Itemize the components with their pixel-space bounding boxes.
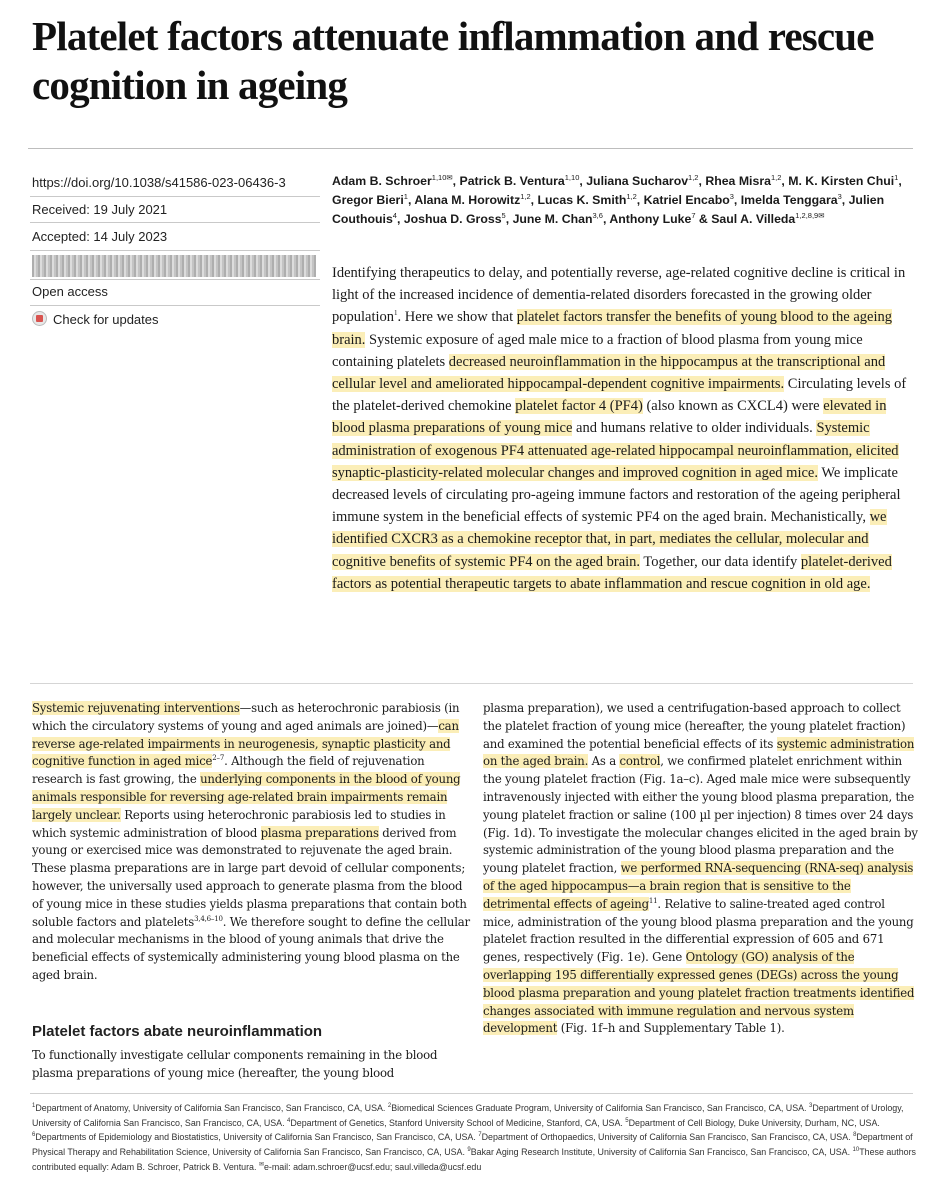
body-column-left [32, 700, 472, 985]
highlighted-text: platelet-derived factors as potential therapeutic targets to abate inflammation and rescue cognition in old age. [332, 553, 892, 592]
author[interactable] [538, 193, 637, 207]
citation-superscript: 2 [387, 1103, 392, 1110]
author[interactable] [644, 193, 734, 207]
text-run: Together, our data identify [640, 553, 801, 570]
text-run: Systemic exposure of aged male mice to a fraction of blood plasma from young mice containing platelets [332, 331, 863, 370]
text-run: Department of Physical Therapy and Rehabilitation Science, University of California San Francisco, San Francisco, CA, USA. [32, 1132, 913, 1158]
author[interactable] [609, 212, 695, 226]
author-affiliation: 4 [392, 210, 397, 220]
text-run: Reports using heterochronic parabiosis led to studies in which systemic administration of blood [32, 807, 446, 840]
author-affiliation: 1,2 [626, 191, 637, 201]
meta-divider [30, 279, 320, 280]
author[interactable] [788, 174, 898, 188]
citation-superscript: 8 [853, 1132, 857, 1139]
author[interactable] [404, 212, 506, 226]
text-run: These authors contributed equally: Adam B. Schroer, Patrick B. Ventura. [32, 1147, 916, 1172]
text-run: (Fig. 1f–h and Supplementary Table 1). [557, 1021, 785, 1036]
text-run: Department of Cell Biology, Duke University, Durham, NC, USA. [628, 1117, 880, 1128]
highlighted-text: we performed RNA-sequencing (RNA-seq) analysis of the aged hippocampus—a brain region that is sensitive to the detrimental effects of ageing [483, 861, 914, 911]
meta-divider [30, 250, 320, 251]
check-updates-button[interactable] [32, 311, 159, 327]
highlighted-text: can reverse age-related impairments in neurogenesis, synaptic plasticity and cognitive function in aged mice [32, 718, 459, 769]
highlighted-text: Systemic administration of exogenous PF4 attenuated age-related hippocampal neuroinflammation, elicited synaptic-plasticity-related molecular changes and improved cognition in aged mice. [332, 420, 899, 481]
text-run: Biomedical Sciences Graduate Program, University of California San Francisco, San Francisco, CA, USA. [391, 1103, 809, 1113]
abstract-divider [30, 683, 913, 684]
text-run: Department of Anatomy, University of California San Francisco, San Francisco, CA, USA. [35, 1103, 388, 1113]
text-run: . We therefore sought to define the cellular and molecular mechanisms in the blood of young animals that drive the beneficial effects of systemically administering young blood plasma on the aged brain. [32, 914, 470, 982]
author-list: Adam B. Schroer$^{1,10✉}$, Patrick B. Ventura$^{1,10}$, Juliana Sucharov$^{1,2}$, Rhea Misra$^{1,2}$, M. K. Kirsten Chui$^1$, Gregor Bieri$^1$, Alana M. Horowitz$^{1,2}$, Lucas K. Smith$^{1,2}$, Katriel Encabo$^3$, Imelda Tenggara$^3$, Julien Couthouis$^4$, Joshua D. Gross$^5$, June M. Chan$^{3,6}$, Anthony Luke$^7$ & Saul A. Villeda$^{1,2,8,9✉}$ [332, 172, 902, 226]
author[interactable] [586, 174, 698, 188]
meta-divider [30, 305, 320, 306]
author-name: Rhea Misra [705, 174, 771, 188]
author-name: Patrick B. Ventura [459, 174, 565, 188]
highlighted-text: we identified CXCR3 as a chemokine receptor that, in part, mediates the cellular, molecular and cognitive benefits of systemic PF4 on the aged brain. [332, 509, 887, 570]
author-name: Lucas K. Smith [537, 193, 627, 207]
affiliations-footnotes [32, 1101, 917, 1175]
citation-superscript: 1 [32, 1103, 36, 1110]
author-name: Adam B. Schroer [332, 174, 432, 188]
citation-superscript: 11 [648, 896, 658, 905]
text-run: Circulating levels of the platelet-derived chemokine [332, 376, 907, 415]
author-name: Gregor Bieri [332, 193, 404, 207]
text-run: Departments of Epidemiology and Biostatistics, University of California San Francisco, San Francisco, CA, USA. [35, 1132, 479, 1143]
author-name: Anthony Luke [609, 212, 692, 226]
highlighted-text: decreased neuroinflammation in the hippocampus at the transcriptional and cellular level and ameliorated hippocampal-dependent cognitive impairments. [332, 353, 886, 393]
check-updates-label: Check for updates [53, 312, 159, 327]
citation-superscript: 6 [32, 1132, 36, 1139]
author[interactable] [332, 193, 408, 207]
highlighted-text: Systemic rejuvenating interventions [32, 701, 240, 715]
author-affiliation: 1,10 [564, 172, 580, 182]
author-affiliation: 7 [691, 210, 696, 220]
author[interactable] [705, 174, 781, 188]
author-affiliation: 3 [729, 191, 734, 201]
author-affiliation: 1,10✉ [431, 172, 453, 182]
author-affiliation: 5 [501, 210, 506, 220]
author-name: Alana M. Horowitz [414, 193, 521, 207]
author-affiliation: 1,2,8,9✉ [795, 210, 825, 220]
doi-link[interactable]: https://doi.org/10.1038/s41586-023-06436-3 [32, 175, 286, 190]
author-affiliation: 3,6 [592, 210, 603, 220]
text-run: e-mail: adam.schroer@ucsf.edu; saul.villeda@ucsf.edu [263, 1161, 482, 1172]
text-run: plasma preparation), we used a centrifugation-based approach to collect the platelet fraction of young mice (hereafter, the young platelet fraction) and examined the potential beneficial effects of its [483, 701, 906, 751]
citation-superscript: 2–7 [212, 754, 225, 763]
check-updates-icon [32, 311, 47, 326]
body-column-left-continued [32, 1047, 472, 1083]
author-affiliation: 3 [837, 191, 842, 201]
highlighted-text: plasma preparations [260, 825, 379, 840]
text-run: (also known as CXCL4) were [642, 398, 824, 415]
header-divider [28, 148, 913, 149]
text-run: To functionally investigate cellular components remaining in the blood plasma preparations of young mice (hereafter, the young blood [32, 1048, 438, 1080]
open-access-label: Open access [32, 284, 108, 299]
abstract [332, 262, 918, 595]
author-affiliation: 1 [403, 191, 408, 201]
text-run: Department of Genetics, Stanford University School of Medicine, Stanford, CA, USA. [290, 1117, 626, 1128]
author-name: Joshua D. Gross [403, 212, 502, 226]
text-run: and humans relative to older individuals. [572, 420, 817, 437]
body-column-right [483, 700, 919, 1038]
text-run: Department of Urology, University of California San Francisco, San Francisco, CA, USA. [32, 1103, 904, 1128]
author[interactable] [741, 193, 842, 207]
author-name: Imelda Tenggara [740, 193, 838, 207]
author-name: Saul A. Villeda [711, 212, 796, 226]
highlighted-text: underlying components in the blood of young animals responsible for reversing age-related brain impairments remain largely unclear. [32, 772, 461, 822]
meta-divider [30, 222, 320, 223]
author[interactable] [332, 174, 453, 188]
text-run: As a [588, 754, 620, 769]
author-name: June M. Chan [512, 212, 593, 226]
text-run: derived from young or exercised mice was demonstrated to rejuvenate the aged brain. These plasma preparations are in large part devoid of cellular components; however, the universally used approach to generate plasma from the blood of young mice in these studies yields plasma preparations that contain both soluble factors and platelets [32, 825, 467, 929]
citation-superscript: 4 [287, 1117, 291, 1124]
citation-superscript: ✉ [258, 1161, 264, 1168]
highlighted-text: systemic administration on the aged brain. [483, 736, 915, 769]
article-title: Platelet factors attenuate inflammation and rescue cognition in ageing [32, 13, 874, 108]
redacted-block [32, 255, 316, 277]
received-date: Received: 19 July 2021 [32, 202, 168, 217]
author-affiliation: 1,2 [520, 191, 531, 201]
citation-superscript: 3 [809, 1103, 813, 1110]
author-affiliation: 1,2 [688, 172, 699, 182]
author-name: Katriel Encabo [643, 193, 730, 207]
highlighted-text: platelet factors transfer the benefits of young blood to the ageing brain. [332, 309, 892, 348]
citation-superscript: 9 [467, 1147, 471, 1154]
citation-superscript: 7 [478, 1132, 482, 1139]
section-heading: Platelet factors abate neuroinflammation [32, 1023, 323, 1040]
text-run: . Here we show that [397, 309, 517, 326]
author-affiliation: 1 [894, 172, 899, 182]
citation-superscript: 1 [394, 309, 398, 318]
highlighted-text: Ontology (GO) analysis of the overlapping 195 differentially expressed genes (DEGs) across the young blood plasma preparation and young platelet fraction treatments identified changes associated with immune regulation and nervous system development [483, 950, 915, 1036]
text-run: . Although the field of rejuvenation research is fast growing, the [32, 754, 425, 787]
author[interactable] [414, 193, 530, 207]
highlighted-text: control [619, 754, 661, 769]
author[interactable] [711, 212, 824, 226]
author-name: Julien Couthouis [332, 193, 885, 226]
meta-divider [30, 196, 320, 197]
citation-superscript: 5 [625, 1117, 629, 1124]
accepted-date: Accepted: 14 July 2023 [32, 229, 168, 244]
text-run: , we confirmed platelet enrichment within the young platelet fraction (Fig. 1a–c). Aged male mice were subsequently intravenously injected with either the young blood plasma preparation, the young platelet fraction or saline (100 µl per injection) 8 times over 24 days (Fig. 1d). To investigate the molecular changes elicited in the aged brain by systemic administration of the young blood plasma preparation and the young platelet fraction, [483, 754, 918, 876]
footnote-divider [30, 1093, 913, 1094]
author-name: M. K. Kirsten Chui [788, 174, 895, 188]
author-name: Juliana Sucharov [586, 174, 689, 188]
text-run: . Relative to saline-treated aged control mice, administration of the young blood plasma preparation and the young platelet fraction resulted in the differential expression of 605 and 671 genes, respectively (Fig. 1e). Gene [483, 896, 914, 965]
text-run: —such as heterochronic parabiosis (in which the circulatory systems of young and aged animals are joined)— [32, 701, 460, 733]
author[interactable] [460, 174, 580, 188]
author-affiliation: 1,2 [770, 172, 782, 182]
text-run: Department of Orthopaedics, University of California San Francisco, San Francisco, CA, USA. [481, 1132, 854, 1143]
highlighted-text: elevated in blood plasma preparations of young mice [332, 398, 887, 437]
citation-superscript: 10 [852, 1147, 860, 1154]
text-run: Bakar Aging Research Institute, University of California San Francisco, San Francisco, CA, USA. [470, 1147, 853, 1158]
text-run: We implicate decreased levels of circulating pro-ageing immune factors and restoration of the ageing peripheral immune system in the beneficial effects of systemic PF4 on the aged brain. Mechanistically, [332, 464, 901, 526]
author[interactable] [513, 212, 603, 226]
citation-superscript: 3,4,6–10 [194, 914, 223, 923]
highlighted-text: platelet factor 4 (PF4) [515, 398, 643, 415]
text-run: Identifying therapeutics to delay, and potentially reverse, age-related cognitive decline is critical in light of the increased incidence of dementia-related disorders forecasted in the growing older population [332, 265, 906, 326]
